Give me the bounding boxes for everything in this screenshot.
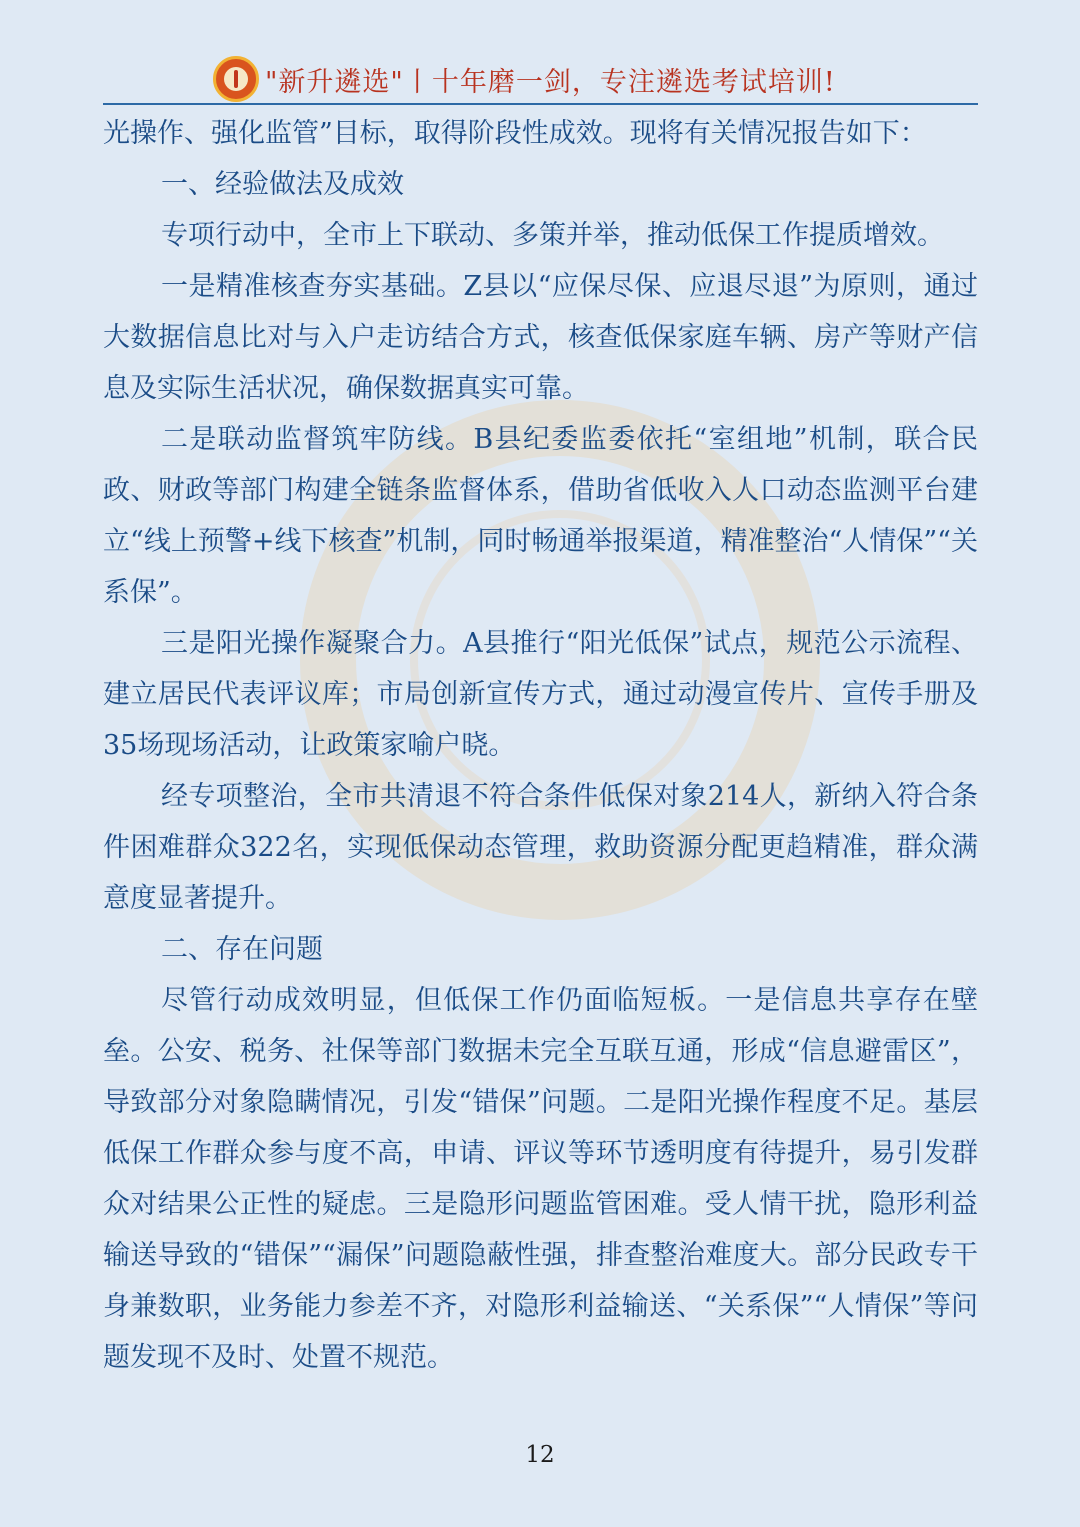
- paragraph: 经专项整治，全市共清退不符合条件低保对象214人，新纳入符合条件困难群众322名，实现低保动态管理，救助资源分配更趋精准，群众满意度显著提升。: [103, 781, 978, 914]
- brand-logo-icon: [213, 56, 259, 102]
- paragraph: 尽管行动成效明显，但低保工作仍面临短板。一是信息共享存在壁垒。公安、税务、社保等部门数据未完全互联互通，形成“信息避雷区”，导致部分对象隐瞒情况，引发“错保”问题。二是阳光操作程度不足。基层低保工作群众参与度不高，申请、评议等环节透明度有待提升，易引发群众对结果公正性的疑虑。三是隐形问题监管困难。受人情干扰，隐形利益输送导致的“错保”“漏保”问题隐蔽性强，排查整治难度大。部分民政专干身兼数职，业务能力参差不齐，对隐形利益输送、“关系保”“人情保”等问题发现不及时、处置不规范。: [103, 985, 978, 1373]
- page-header: [213, 56, 836, 102]
- paragraph: 一是精准核查夯实基础。Z县以“应保尽保、应退尽退”为原则，通过大数据信息比对与入户走访结合方式，核查低保家庭车辆、房产等财产信息及实际生活状况，确保数据真实可靠。: [103, 271, 978, 404]
- document-body: [103, 108, 978, 1383]
- section-heading: 一、经验做法及成效: [161, 169, 404, 200]
- paragraph: 专项行动中，全市上下联动、多策并举，推动低保工作提质增效。: [161, 220, 944, 251]
- header-divider: [103, 103, 978, 105]
- section-heading: 二、存在问题: [161, 934, 323, 965]
- paragraph: 光操作、强化监管”目标，取得阶段性成效。现将有关情况报告如下：: [103, 118, 927, 149]
- header-slogan: "新升遴选"丨十年磨一剑，专注遴选考试培训!: [265, 66, 836, 98]
- paragraph: 二是联动监督筑牢防线。B县纪委监委依托“室组地”机制，联合民政、财政等部门构建全链条监督体系，借助省低收入人口动态监测平台建立“线上预警+线下核查”机制，同时畅通举报渠道，精准整治“人情保”“关系保”。: [103, 424, 978, 608]
- paragraph: 三是阳光操作凝聚合力。A县推行“阳光低保”试点，规范公示流程、建立居民代表评议库；市局创新宣传方式，通过动漫宣传片、宣传手册及35场现场活动，让政策家喻户晓。: [103, 628, 978, 761]
- page-number: 12: [525, 1442, 555, 1468]
